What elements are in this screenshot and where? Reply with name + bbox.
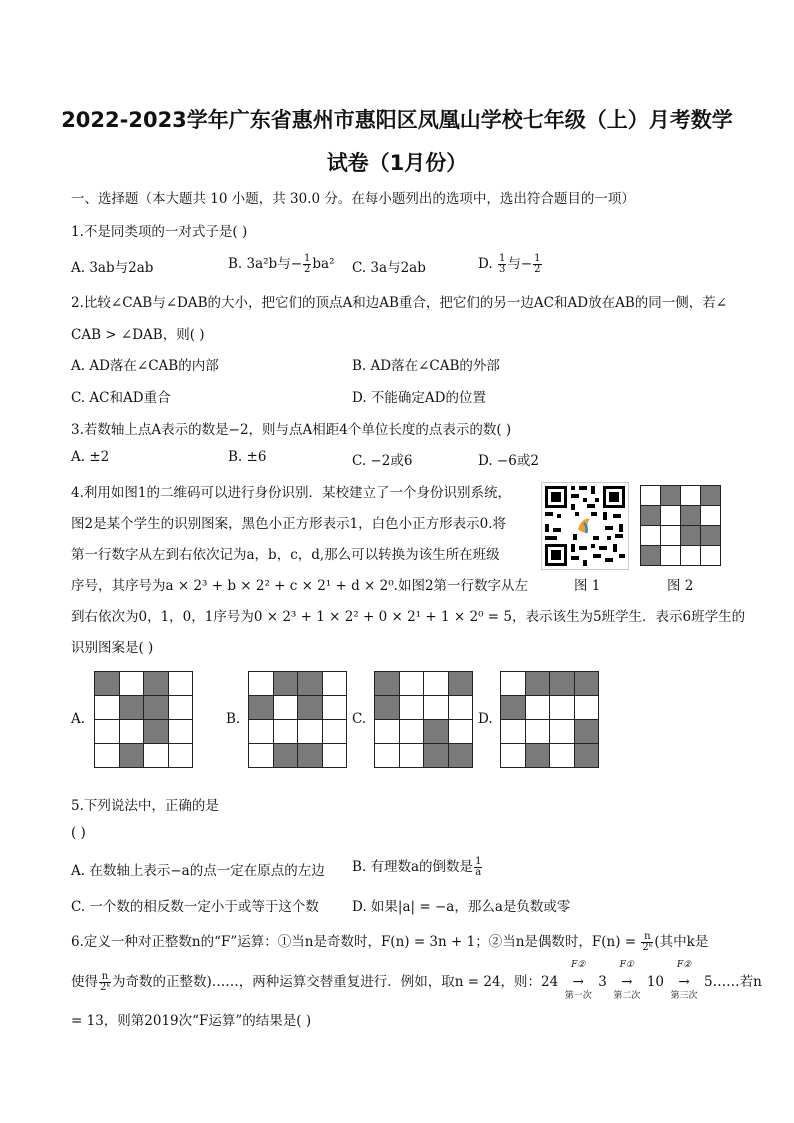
grid-cell xyxy=(119,671,145,696)
grid-cell xyxy=(680,525,701,546)
q4-option-c-pattern xyxy=(374,671,472,767)
grid-cell xyxy=(399,719,425,744)
grid-cell xyxy=(143,695,169,720)
grid-cell xyxy=(525,719,551,744)
grid-cell xyxy=(94,719,120,744)
grid-cell xyxy=(94,743,120,768)
grid-cell xyxy=(574,719,600,744)
q6-arrow-2: F① → 第二次 xyxy=(607,974,647,990)
q6-l1-den: 2ᵏ xyxy=(642,942,653,953)
grid-cell xyxy=(500,671,526,696)
q4-line3: 第一行数字从左到右依次记为a，b，c，d,那么可以转换为该生所在班级 xyxy=(71,547,500,563)
grid-cell xyxy=(119,743,145,768)
grid-cell xyxy=(660,545,681,566)
q3-option-b: B. ±6 xyxy=(228,449,267,465)
grid-cell xyxy=(248,719,274,744)
grid-cell xyxy=(700,545,721,566)
q6-l2-den: 2ᵏ xyxy=(100,982,111,993)
q4-option-a-pattern xyxy=(94,671,192,767)
q6-l2-num: n xyxy=(99,972,111,983)
grid-cell xyxy=(448,719,474,744)
grid-cell xyxy=(322,719,348,744)
grid-cell xyxy=(168,719,194,744)
q1-d-pre: D. xyxy=(478,256,497,272)
grid-cell xyxy=(660,505,681,526)
q2-option-c: C. AC和AD重合 xyxy=(71,390,171,406)
grid-cell xyxy=(700,485,721,506)
grid-cell xyxy=(297,671,323,696)
qr-code-icon xyxy=(542,483,628,569)
q4-line5: 到右依次为0，1，0，1序号为0 × 2³ + 1 × 2² + 0 × 2¹ + 1 × 2⁰ = 5，表示该生为5班学生．表示6班学生的 xyxy=(71,609,746,625)
q6-line3: = 13，则第2019次“F运算”的结果是( ) xyxy=(71,1013,312,1029)
q6-arrow-1: F② → 第一次 xyxy=(558,974,598,990)
grid-cell xyxy=(640,485,661,506)
grid-cell xyxy=(374,719,400,744)
figure2-label: 图 2 xyxy=(667,578,694,594)
grid-cell xyxy=(549,743,575,768)
grid-cell xyxy=(248,743,274,768)
grid-cell xyxy=(297,719,323,744)
grid-cell xyxy=(94,671,120,696)
grid-cell xyxy=(248,695,274,720)
grid-cell xyxy=(525,671,551,696)
q6-arrow-3-bottom: 第三次 xyxy=(670,991,698,1001)
grid-cell xyxy=(660,485,681,506)
grid-cell xyxy=(448,671,474,696)
q1-d-mid: 与− xyxy=(507,256,533,272)
q6-l1-pre: 6.定义一种对正整数n的“F”运算：①当n是奇数时，F(n) = 3n + 1；②当n是偶数时，F(n) = xyxy=(71,934,641,950)
q6-value-3: 10 xyxy=(646,974,665,990)
grid-cell xyxy=(574,695,600,720)
q2-stem-line1: 2.比较∠CAB与∠DAB的大小，把它们的顶点A和边AB重合，把它们的另一边AC和AD放在AB的同一侧，若∠ xyxy=(71,295,728,311)
grid-cell xyxy=(94,695,120,720)
grid-cell xyxy=(680,485,701,506)
grid-cell xyxy=(448,695,474,720)
grid-cell xyxy=(297,743,323,768)
grid-cell xyxy=(660,525,681,546)
grid-cell xyxy=(143,743,169,768)
q1-b-den: 2 xyxy=(304,264,311,275)
grid-cell xyxy=(525,695,551,720)
grid-cell xyxy=(248,671,274,696)
q4-option-b-label: B. xyxy=(226,711,241,727)
q1-b-pre: B. 3a²b与− xyxy=(228,256,303,272)
figure2-id-pattern xyxy=(640,485,720,565)
q6-arrow-1-bottom: 第一次 xyxy=(564,991,592,1001)
grid-cell xyxy=(374,743,400,768)
grid-cell xyxy=(549,719,575,744)
grid-cell xyxy=(322,671,348,696)
grid-cell xyxy=(143,719,169,744)
grid-cell xyxy=(374,695,400,720)
grid-cell xyxy=(549,671,575,696)
q4-line2: 图2是某个学生的识别图案，黑色小正方形表示1，白色小正方形表示0.将 xyxy=(71,516,507,532)
q6-l2-fraction xyxy=(99,972,111,993)
q1-d-n2: 1 xyxy=(534,253,541,264)
q6-arrow-3-top: F② xyxy=(676,960,692,970)
q1-d-d1: 3 xyxy=(498,264,506,275)
q1-option-d xyxy=(478,252,543,275)
q1-d-n1: 1 xyxy=(498,253,506,264)
q3-option-c: C. −2或6 xyxy=(352,453,413,469)
grid-cell xyxy=(549,695,575,720)
q3-option-a: A. ±2 xyxy=(71,449,110,465)
grid-cell xyxy=(700,525,721,546)
grid-cell xyxy=(273,719,299,744)
grid-cell xyxy=(168,743,194,768)
grid-cell xyxy=(119,695,145,720)
grid-cell xyxy=(273,743,299,768)
grid-cell xyxy=(168,671,194,696)
q3-stem: 3.若数轴上点A表示的数是−2，则与点A相距4个单位长度的点表示的数( ) xyxy=(71,422,512,438)
q1-d-frac2 xyxy=(533,254,541,275)
grid-cell xyxy=(500,695,526,720)
q5-b-pre: B. 有理数a的倒数是 xyxy=(352,859,474,875)
q6-l2-mid: 为奇数的正整数)……，两种运算交替重复进行．例如，取n = 24，则：24 xyxy=(112,974,559,990)
q6-l1-post: (其中k是 xyxy=(654,934,709,950)
q1-b-fraction xyxy=(303,254,311,275)
grid-cell xyxy=(273,695,299,720)
grid-cell xyxy=(399,743,425,768)
grid-cell xyxy=(640,545,661,566)
q1-option-a: A. 3ab与2ab xyxy=(71,260,154,276)
q4-option-a-label: A. xyxy=(71,711,86,727)
q5-stem: 5.下列说法中，正确的是 xyxy=(71,798,219,814)
q5-option-b xyxy=(352,855,483,878)
q5-paren: ( ) xyxy=(71,825,86,841)
q2-option-a: A. AD落在∠CAB的内部 xyxy=(71,358,219,374)
q1-d-d2: 2 xyxy=(534,264,541,275)
q6-arrow-1-top: F② xyxy=(571,960,586,970)
grid-cell xyxy=(640,525,661,546)
grid-cell xyxy=(680,545,701,566)
grid-cell xyxy=(574,671,600,696)
grid-cell xyxy=(680,505,701,526)
q1-b-num: 1 xyxy=(304,253,311,264)
q1-b-post: ba² xyxy=(312,256,335,272)
q6-l1-num: n xyxy=(641,932,653,943)
q5-option-a: A. 在数轴上表示−a的点一定在原点的左边 xyxy=(71,863,325,879)
grid-cell xyxy=(423,719,449,744)
grid-cell xyxy=(143,671,169,696)
grid-cell xyxy=(119,719,145,744)
q6-arrow-3: F② → 第三次 xyxy=(664,974,704,990)
q4-line1: 4.利用如图1的二维码可以进行身份识别．某校建立了一个身份识别系统， xyxy=(71,485,511,501)
grid-cell xyxy=(168,695,194,720)
q1-stem: 1.不是同类项的一对式子是( ) xyxy=(71,224,248,240)
q4-option-d-label: D. xyxy=(478,711,493,727)
grid-cell xyxy=(500,719,526,744)
grid-cell xyxy=(640,505,661,526)
grid-cell xyxy=(374,671,400,696)
q1-d-frac1 xyxy=(498,254,506,275)
grid-cell xyxy=(574,743,600,768)
q4-option-c-label: C. xyxy=(352,711,367,727)
q6-line2 xyxy=(71,960,762,1001)
q4-option-d-pattern xyxy=(500,671,598,767)
q6-value-2: 3 xyxy=(598,974,607,990)
grid-cell xyxy=(322,743,348,768)
grid-cell xyxy=(423,695,449,720)
q1-option-c: C. 3a与2ab xyxy=(352,260,426,276)
grid-cell xyxy=(322,695,348,720)
q1-option-b xyxy=(228,252,335,275)
grid-cell xyxy=(273,671,299,696)
q2-option-b: B. AD落在∠CAB的外部 xyxy=(352,358,500,374)
q4-line4: 序号，其序号为a × 2³ + b × 2² + c × 2¹ + d × 2⁰.如图2第一行数字从左 xyxy=(71,578,529,594)
grid-cell xyxy=(525,743,551,768)
grid-cell xyxy=(700,505,721,526)
q5-b-num: 1 xyxy=(475,856,482,867)
qr-code-image xyxy=(541,482,629,570)
q5-b-den: a xyxy=(475,867,482,878)
exam-title-line1: 2022-2023学年广东省惠州市惠阳区凤凰山学校七年级（上）月考数学 xyxy=(61,108,733,132)
grid-cell xyxy=(448,743,474,768)
q3-option-d: D. −6或2 xyxy=(478,453,539,469)
q2-stem-line2: CAB > ∠DAB，则( ) xyxy=(71,327,205,343)
q6-line1 xyxy=(71,930,708,953)
grid-cell xyxy=(297,695,323,720)
q6-arrow-2-top: F① xyxy=(619,960,634,970)
grid-cell xyxy=(399,695,425,720)
q2-option-d: D. 不能确定AD的位置 xyxy=(352,390,486,406)
exam-title-line2: 试卷（1月份） xyxy=(326,151,468,175)
grid-cell xyxy=(423,743,449,768)
q5-option-d: D. 如果|a| = −a，那么a是负数或零 xyxy=(352,899,571,915)
grid-cell xyxy=(500,743,526,768)
q6-l1-fraction xyxy=(641,932,653,953)
q4-line6: 识别图案是( ) xyxy=(71,640,154,656)
figure1-label: 图 1 xyxy=(574,578,601,594)
q5-option-c: C. 一个数的相反数一定小于或等于这个数 xyxy=(71,899,319,915)
grid-cell xyxy=(423,671,449,696)
section-heading: 一、选择题（本大题共 10 小题，共 30.0 分。在每小题列出的选项中，选出符合题目的一项） xyxy=(71,191,635,207)
q6-l2-pre: 使得 xyxy=(71,974,98,990)
grid-cell xyxy=(399,671,425,696)
q6-l2-end: 5……若n xyxy=(704,974,762,990)
q5-b-fraction xyxy=(474,857,482,878)
q4-option-b-pattern xyxy=(248,671,346,767)
q6-arrow-2-bottom: 第二次 xyxy=(613,991,641,1001)
